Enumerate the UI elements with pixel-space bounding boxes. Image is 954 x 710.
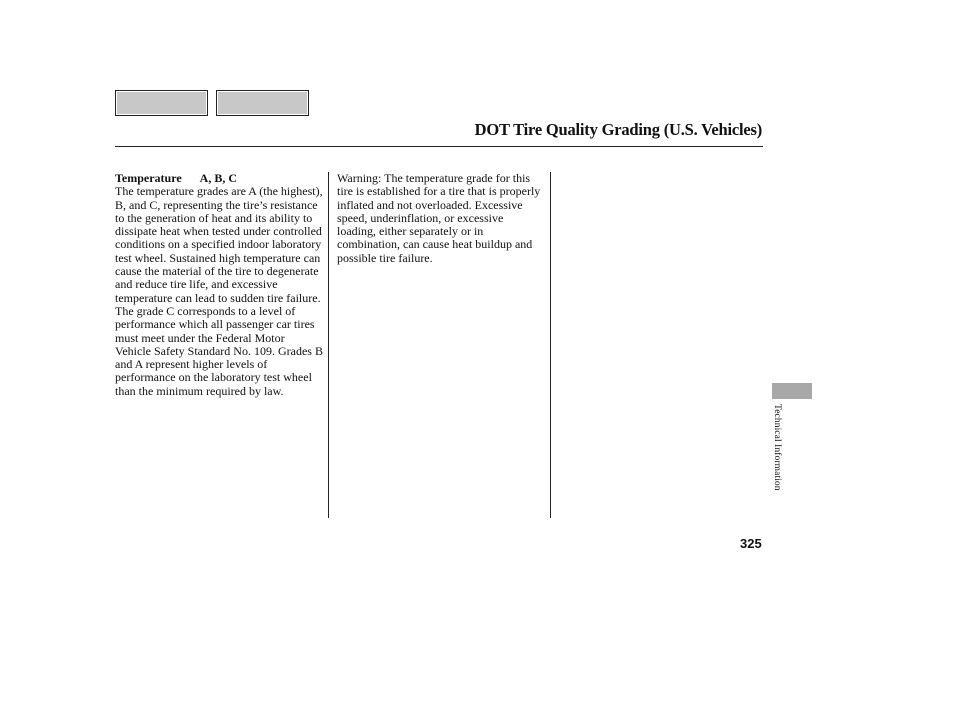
column-divider-1 [328,172,329,518]
title-divider [115,146,763,147]
page-number: 325 [740,536,762,551]
body-paragraph: The temperature grades are A (the highest), B, and C, representing the tire’s resistance to the generation of heat and its ability to dissipate heat when tested under controlled conditions on a specified indoor laboratory test wheel. Sustained high temperature can cause the material of the tire to degenerate and reduce tire life, and excessive temperature can lead to sudden tire failure. The grade C corresponds to a level of performance which all passenger car tires must meet under the Federal Motor Vehicle Safety Standard No. 109. Grades B and A represent higher levels of performance on the laboratory test wheel than the minimum required by law. [115,184,323,398]
content-column-left [115,172,323,398]
spec-value: A, B, C [199,171,237,185]
column-divider-2 [550,172,551,518]
page-title: DOT Tire Quality Grading (U.S. Vehicles) [474,120,762,139]
section-label: Technical Information [772,404,782,491]
spec-label: Temperature [115,171,182,185]
spec-row [115,172,323,185]
nav-button-next[interactable] [216,90,309,116]
content-column-middle [337,172,543,265]
nav-button-previous[interactable] [115,90,208,116]
warning-paragraph: Warning: The temperature grade for this tire is established for a tire that is properly inflated and not overloaded. Excessive speed, underinflation, or excessive loading, either separately or in combination, can cause heat buildup and possible tire failure. [337,171,541,265]
section-tab[interactable] [772,383,812,399]
